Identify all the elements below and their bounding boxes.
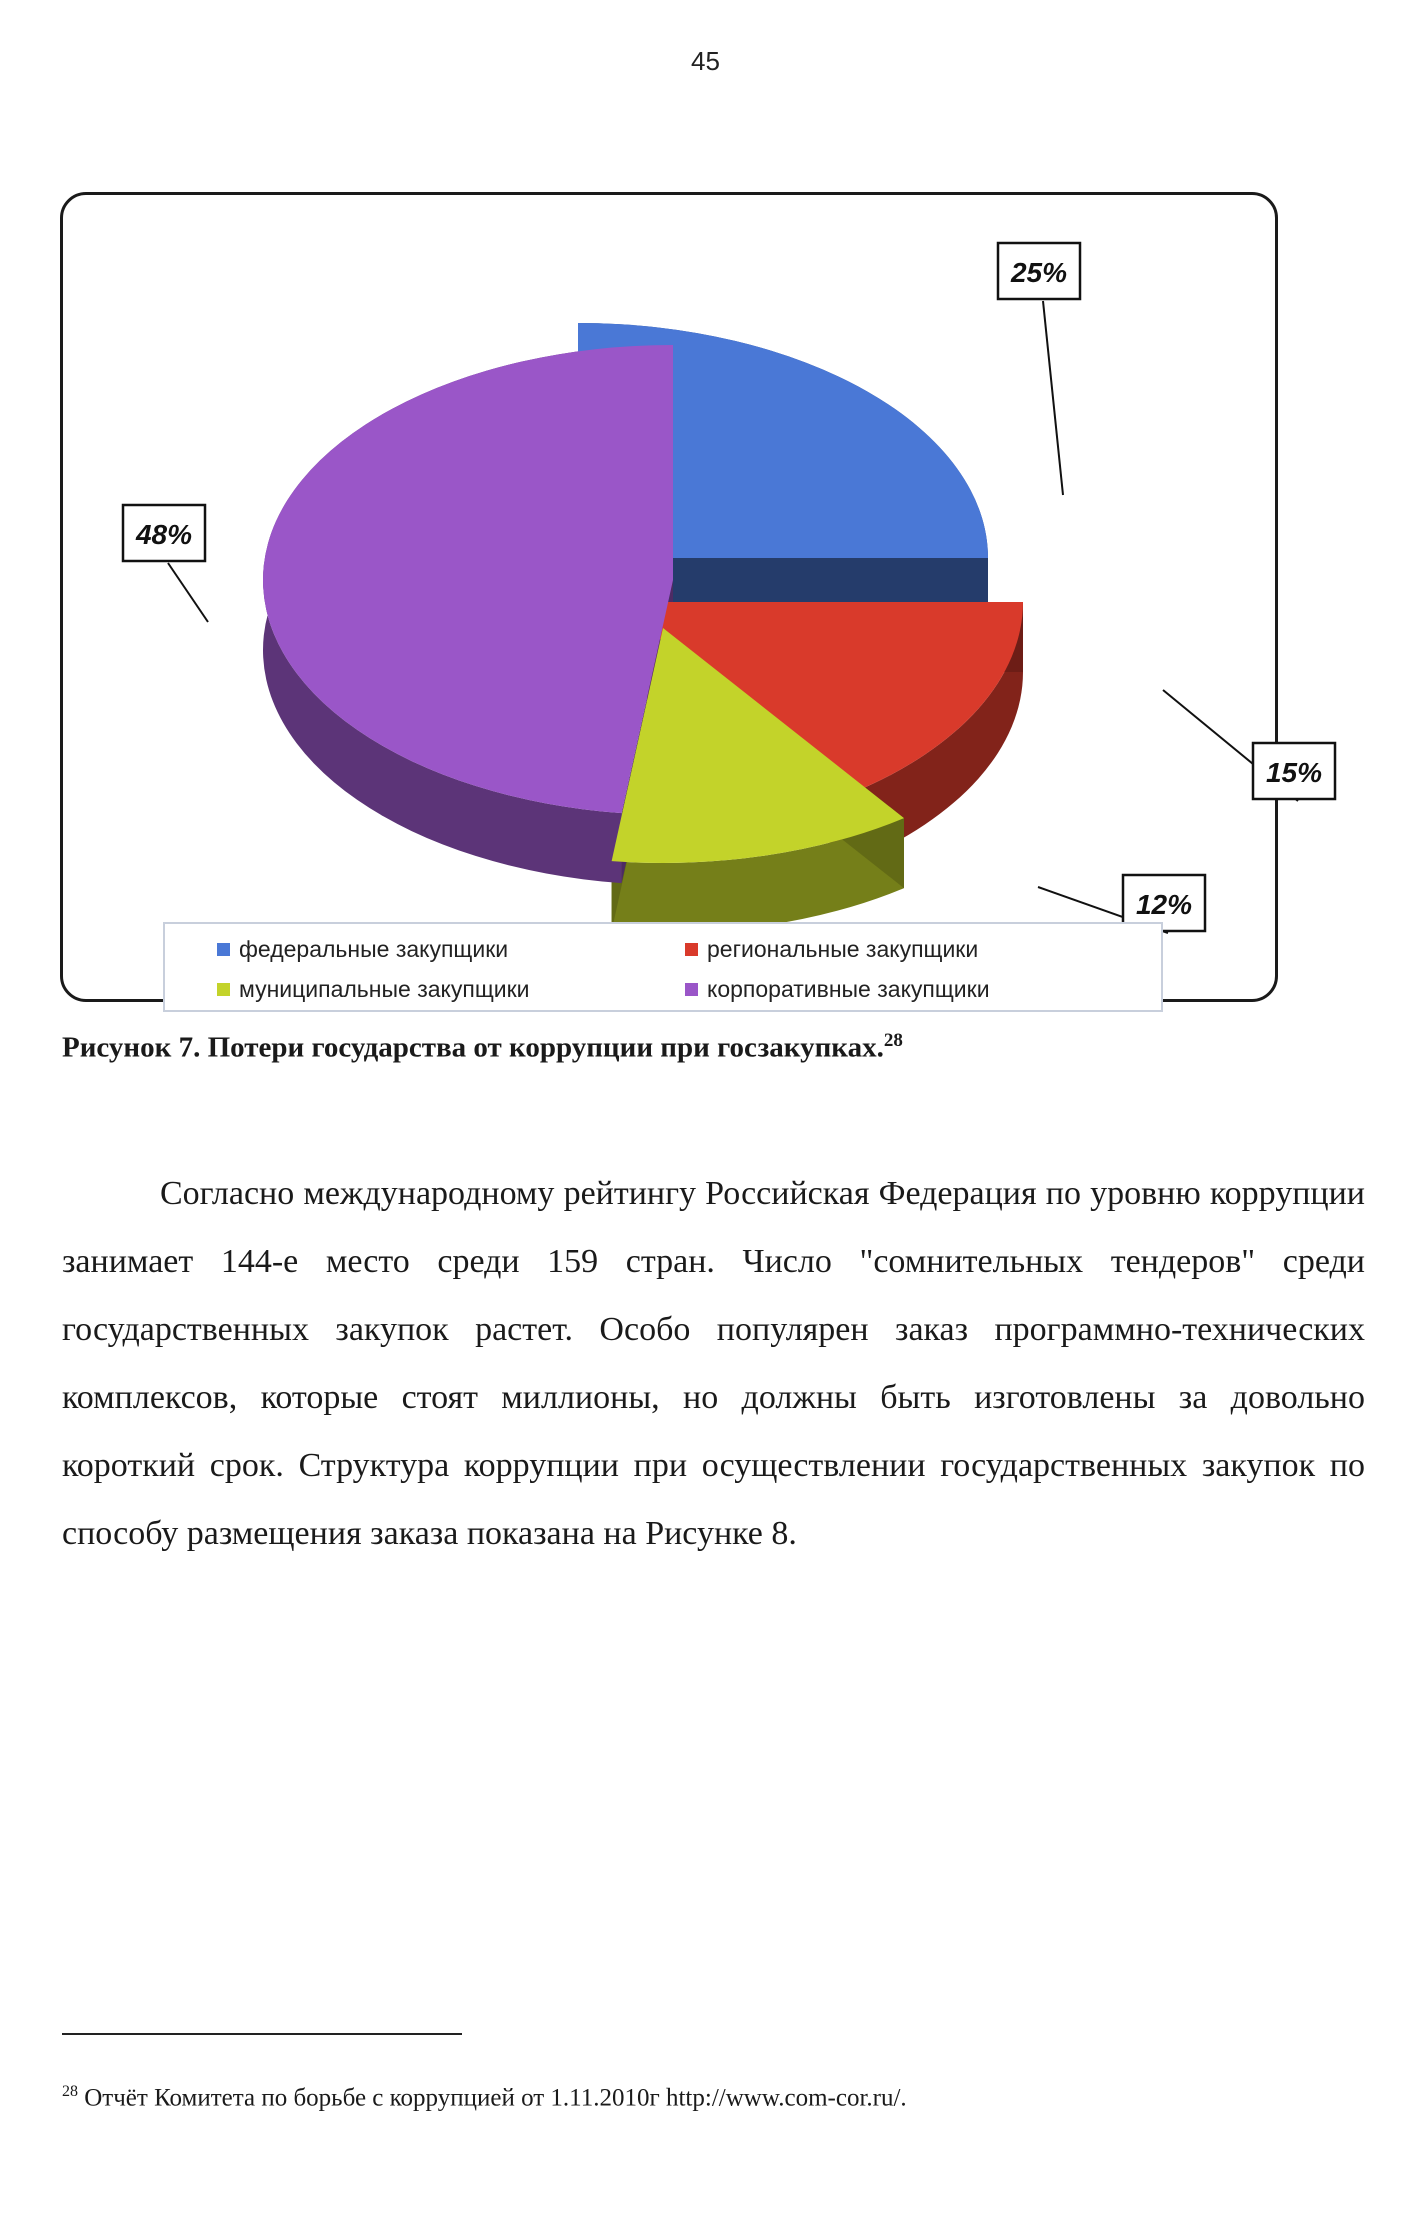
data-label-regional: 15% bbox=[1265, 757, 1323, 788]
legend-label-municipal: муниципальные закупщики bbox=[239, 976, 530, 1002]
footnote-number: 28 bbox=[62, 2083, 78, 2100]
footnote-text: Отчёт Комитета по борьбе с коррупцией от 1.11.2010г http://www.com-cor.ru/. bbox=[84, 2084, 907, 2112]
footnote bbox=[62, 2083, 907, 2112]
pie-chart-frame bbox=[60, 192, 1323, 1002]
legend-label-federal: федеральные закупщики bbox=[239, 936, 509, 962]
body-paragraph: Согласно международному рейтингу Российская Федерация по уровню коррупции занимает 144-е место среди 159 стран. Число "сомнительных тендеров" среди государственных закупок растет. Особо популярен заказ программно-технических комплексов, которые стоят миллионы, но должны быть изготовлены за довольно короткий срок. Структура коррупции при осуществлении государственных закупок по способу размещения заказа показана на Рисунке 8. bbox=[62, 1175, 1365, 1552]
legend-label-regional: региональные закупщики bbox=[707, 936, 979, 962]
legend-swatch-corporate bbox=[685, 983, 698, 996]
figure-caption bbox=[62, 1030, 903, 1065]
data-label-connector-corporate bbox=[168, 563, 208, 622]
legend-item-municipal bbox=[217, 976, 530, 1003]
footnote-divider bbox=[62, 2033, 462, 2035]
data-label-connector-federal bbox=[1043, 301, 1063, 495]
page-number: 45 bbox=[691, 46, 720, 76]
legend-item-corporate bbox=[685, 976, 990, 1003]
figure-caption-text: Рисунок 7. Потери государства от коррупции при госзакупках. bbox=[62, 1031, 884, 1064]
pie-chart bbox=[63, 195, 1323, 999]
legend-swatch-federal bbox=[217, 943, 230, 956]
data-label-municipal: 12% bbox=[1135, 889, 1193, 920]
data-label-federal: 25% bbox=[1010, 257, 1068, 288]
legend-item-regional bbox=[685, 936, 978, 963]
data-label-corporate: 48% bbox=[135, 519, 193, 550]
legend-label-corporate: корпоративные закупщики bbox=[707, 976, 990, 1002]
chart-legend bbox=[163, 922, 1163, 1012]
figure-caption-footnote-ref: 28 bbox=[883, 1030, 903, 1051]
legend-swatch-regional bbox=[685, 943, 698, 956]
legend-swatch-municipal bbox=[217, 983, 230, 996]
legend-item-federal bbox=[217, 936, 508, 963]
